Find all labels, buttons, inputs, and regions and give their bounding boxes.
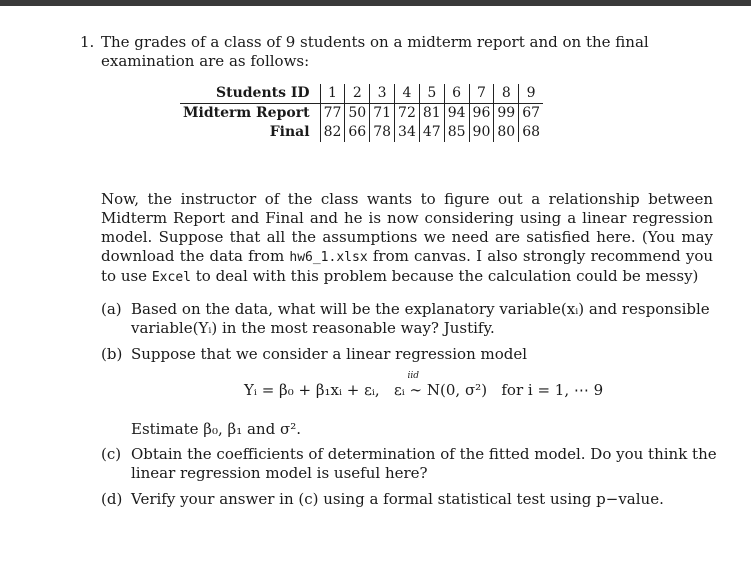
top-border — [0, 0, 751, 6]
midterm-cell: 77 — [320, 104, 345, 124]
row-header-midterm: Midterm Report — [183, 105, 310, 121]
id-cell: 4 — [395, 84, 420, 104]
grades-table — [180, 84, 543, 142]
midterm-cell: 81 — [419, 104, 444, 124]
id-cell: 9 — [519, 84, 543, 104]
midterm-cell: 99 — [494, 104, 519, 124]
id-cell: 2 — [345, 84, 370, 104]
equation-error: εᵢ — [393, 381, 405, 399]
midterm-cell: 50 — [345, 104, 370, 124]
question-intro: The grades of a class of 9 students on a midterm report and on the final examination are as follows: — [101, 33, 649, 70]
equation-model: Yᵢ = β₀ + β₁xᵢ + εᵢ, — [244, 381, 380, 399]
final-cell: 68 — [519, 123, 543, 142]
part-b-text: Suppose that we consider a linear regression model — [131, 345, 528, 363]
estimate-text: Estimate β₀, β₁ and σ². — [131, 420, 301, 438]
table-row-final — [180, 123, 543, 142]
question-number: 1. — [80, 33, 95, 51]
id-cell: 7 — [469, 84, 494, 104]
final-cell: 78 — [370, 123, 395, 142]
midterm-cell: 72 — [395, 104, 420, 124]
final-cell: 85 — [444, 123, 469, 142]
part-a-label: (a) — [101, 300, 122, 318]
final-cell: 47 — [419, 123, 444, 142]
final-cell: 66 — [345, 123, 370, 142]
id-cell: 8 — [494, 84, 519, 104]
midterm-cell: 94 — [444, 104, 469, 124]
part-d-text: Verify your answer in (c) using a formal statistical test using p−value. — [131, 490, 664, 508]
id-cell: 5 — [419, 84, 444, 104]
part-c-label: (c) — [101, 445, 122, 463]
iid-label: iid — [407, 371, 420, 381]
midterm-cell: 96 — [469, 104, 494, 124]
description-text-3: to deal with this problem because the calculation could be messy) — [190, 267, 699, 285]
part-d-label: (d) — [101, 490, 123, 508]
regression-equation — [244, 371, 604, 399]
id-cell: 1 — [320, 84, 345, 104]
midterm-cell: 71 — [370, 104, 395, 124]
data-filename: hw6_1.xlsx — [289, 250, 368, 265]
equation-distribution: N(0, σ²) — [426, 381, 488, 399]
description-text-1: Now, the instructor of the class wants to figure out a relationship between Midterm Report and Final and he is now considering using a linear regression model. Suppose that all the assumptions we need are satisfied here. (You may download the data from — [101, 190, 713, 265]
part-c-text: Obtain the coefficients of determination of the fitted model. Do you think the linear regression model is useful here? — [131, 445, 717, 482]
description-text-2: from canvas. I also strongly recommend you to use — [101, 247, 714, 285]
part-b-label: (b) — [101, 345, 123, 363]
software-name: Excel — [151, 270, 191, 285]
final-cell: 80 — [494, 123, 519, 142]
equation-range: for i = 1, ⋯ 9 — [501, 381, 604, 399]
id-cell: 3 — [370, 84, 395, 104]
midterm-cell: 67 — [519, 104, 543, 124]
table-row-midterm — [180, 104, 543, 124]
row-header-final: Final — [269, 124, 310, 140]
iid-tilde: iid ∼ — [407, 371, 423, 399]
problem-description — [101, 190, 713, 287]
final-cell: 34 — [395, 123, 420, 142]
table-row-ids — [180, 84, 543, 104]
final-cell: 90 — [469, 123, 494, 142]
final-cell: 82 — [320, 123, 345, 142]
id-cell: 6 — [444, 84, 469, 104]
part-a-text: Based on the data, what will be the explanatory variable(xᵢ) and responsible variable(Yᵢ) in the most reasonable way? Justify. — [131, 300, 710, 337]
row-header-id: Students ID — [180, 84, 320, 104]
